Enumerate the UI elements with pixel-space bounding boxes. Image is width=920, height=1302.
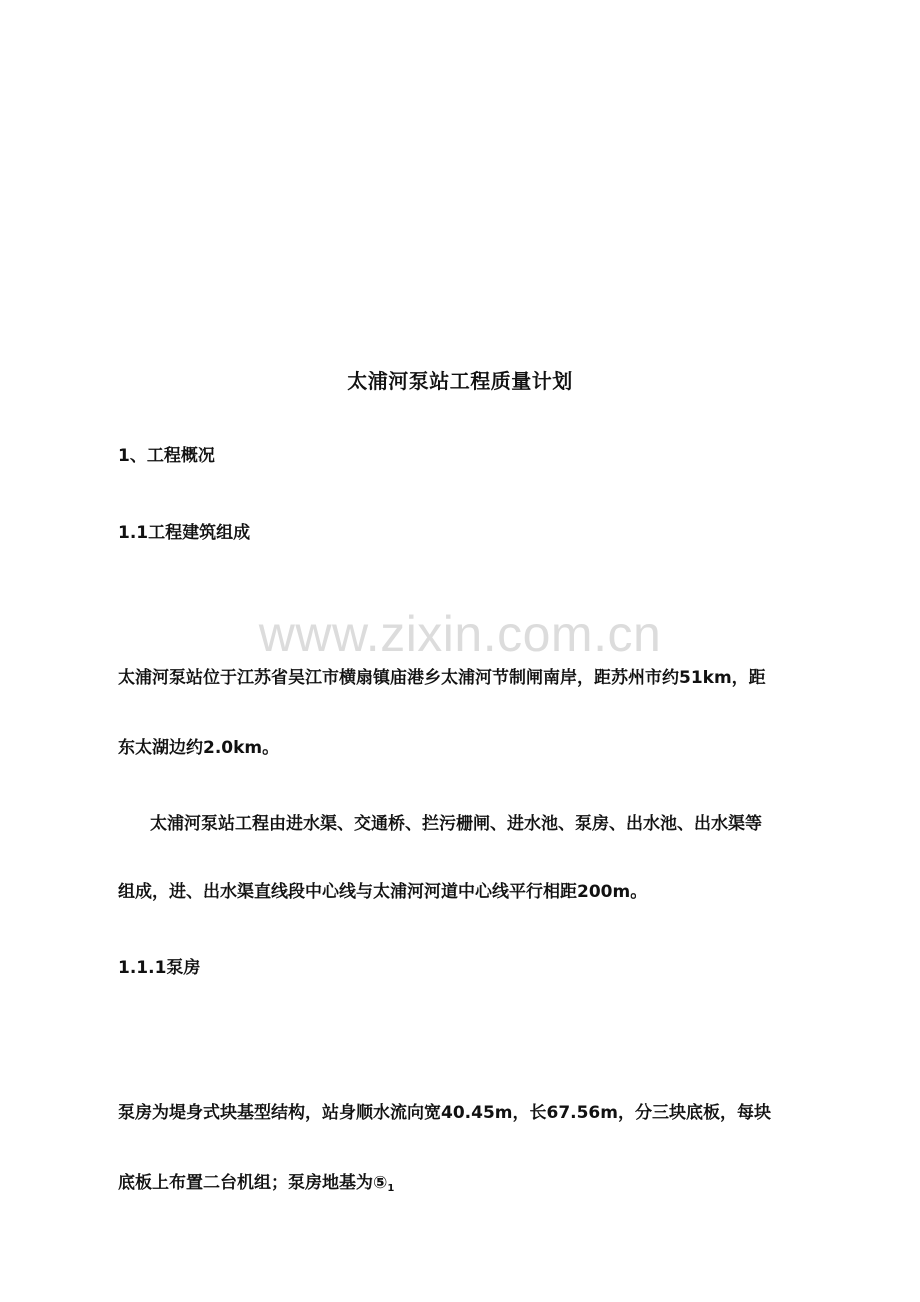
paragraph-3-line-1: 泵房为堤身式块基型结构，站身顺水流向宽40.45m，长67.56m，分三块底板，每块 [118,1103,771,1123]
document-title: 太浦河泵站工程质量计划 [347,369,573,393]
section-heading-1: 1、工程概况 [118,446,215,466]
watermark: www.zixin.com.cn [258,606,662,662]
paragraph-2-line-1: 太浦河泵站工程由进水渠、交通桥、拦污栅闸、进水池、泵房、出水池、出水渠等 [150,814,762,834]
paragraph-3-line-2 [118,1171,394,1201]
subscript: 1 [387,1183,395,1194]
section-heading-1-1-1: 1.1.1泵房 [118,958,201,978]
section-heading-1-1: 1.1工程建筑组成 [118,523,251,543]
paragraph-1-line-2: 东太湖边约2.0km。 [118,738,280,758]
paragraph-1-line-1: 太浦河泵站位于江苏省吴江市横扇镇庙港乡太浦河节制闸南岸，距苏州市约51km，距 [118,668,766,688]
paragraph-2-line-2: 组成，进、出水渠直线段中心线与太浦河河道中心线平行相距200m。 [118,882,648,902]
paragraph-3-line-2-text: 底板上布置二台机组；泵房地基为⑤ [118,1173,388,1193]
